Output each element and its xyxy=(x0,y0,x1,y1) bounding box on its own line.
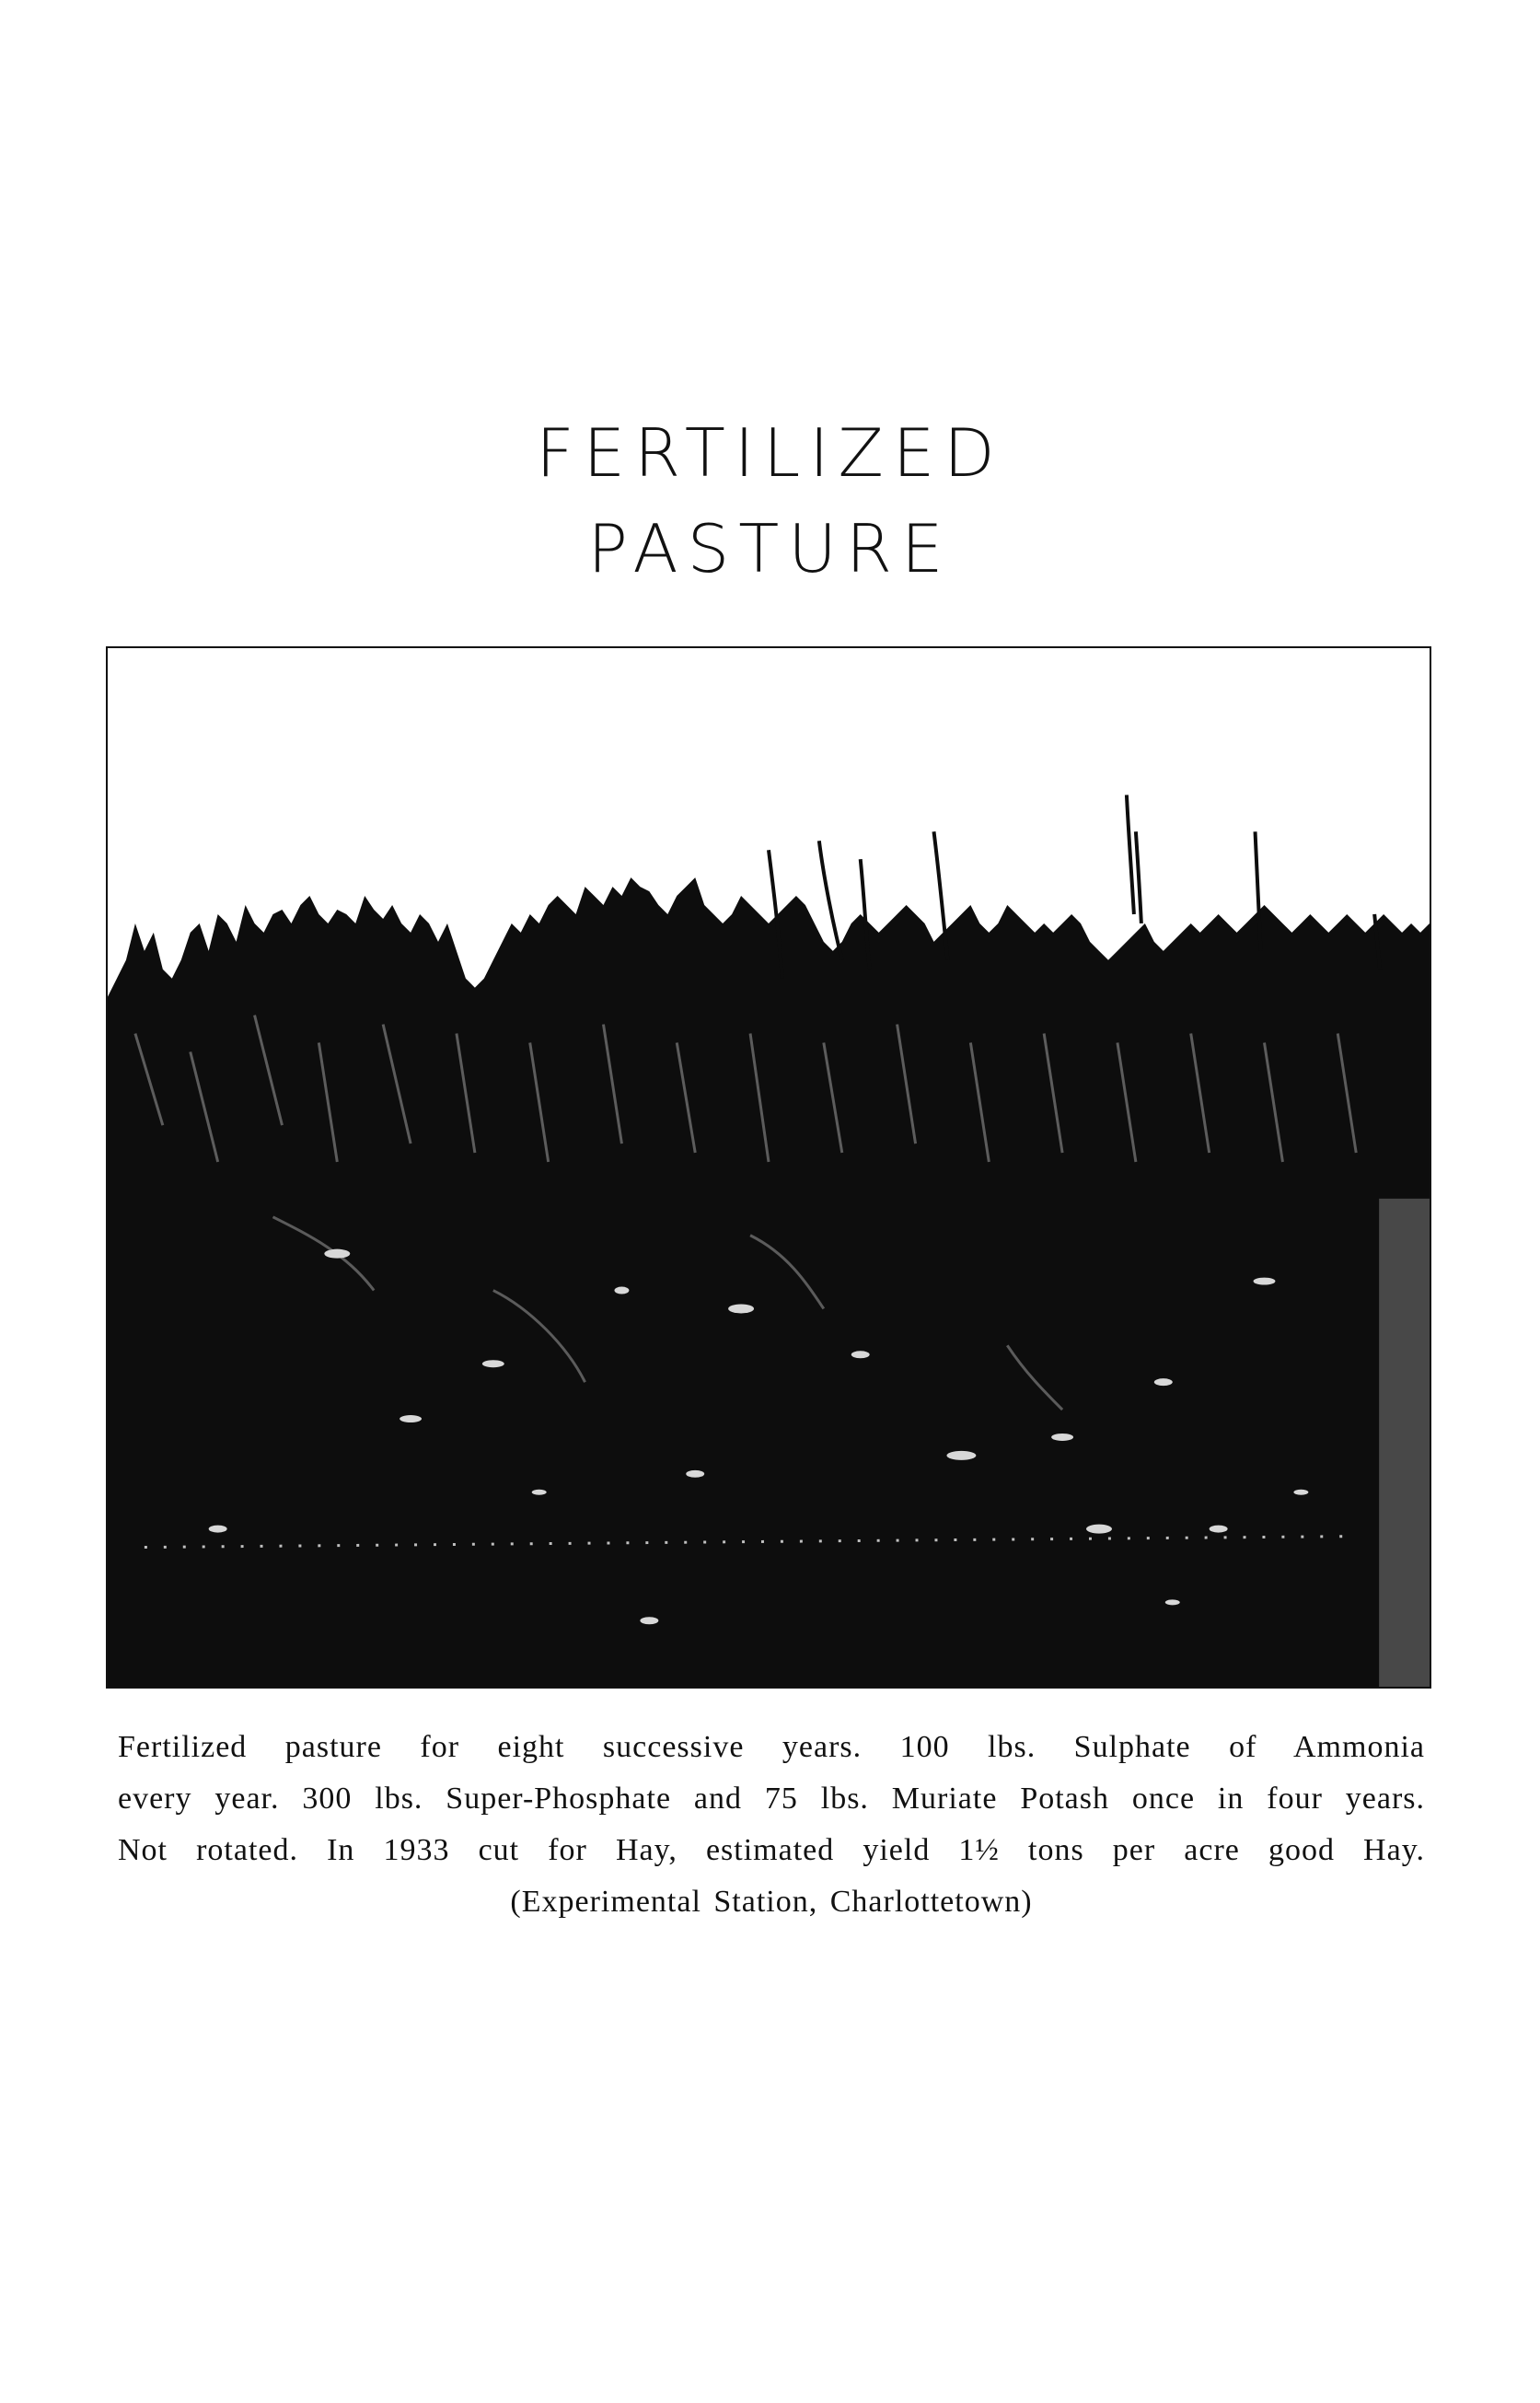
tree-line xyxy=(108,877,1430,1687)
page-title-line-2: PASTURE xyxy=(587,510,953,587)
page-title-line-1: FERTILIZED xyxy=(536,414,1004,492)
pasture-photo-image xyxy=(108,648,1430,1687)
caption-line-3: Not rotated. In 1933 cut for Hay, estimated yield 1½ tons per acre good Hay. xyxy=(118,1833,1425,1867)
photo-caption xyxy=(118,1722,1425,1928)
caption-line-4: (Experimental Station, Charlottetown) xyxy=(510,1885,1033,1919)
caption-line-2: every year. 300 lbs. Super-Phosphate and 75 lbs. Muriate Potash once in four years. xyxy=(118,1782,1425,1816)
pasture-photo xyxy=(106,646,1431,1689)
caption-line-1: Fertilized pasture for eight successive years. 100 lbs. Sulphate of Ammonia xyxy=(118,1730,1425,1764)
